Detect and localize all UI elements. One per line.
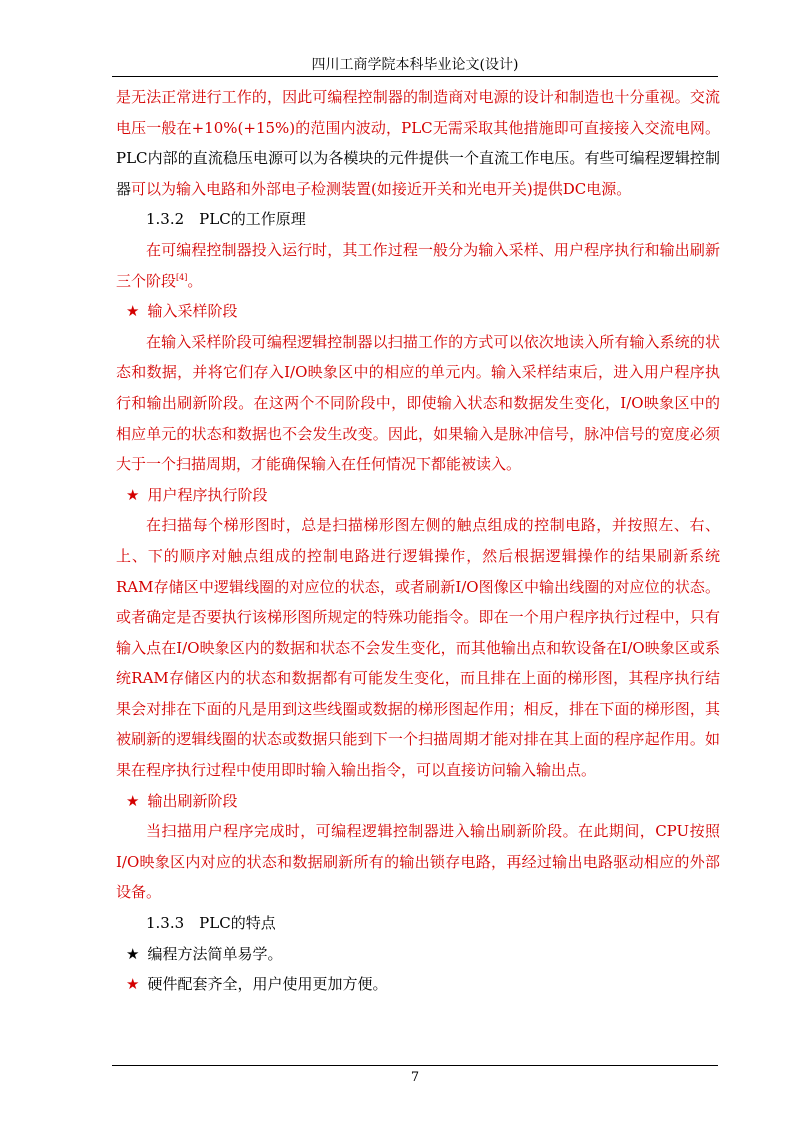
stage-title-output: 输出刷新阶段	[147, 791, 238, 810]
footer-rule	[112, 1065, 718, 1066]
section-heading-1-3-3: 1.3.3 PLC的特点	[146, 914, 276, 933]
working-process-text: 在可编程控制器投入运行时，其工作过程一般分为输入采样、用户程序执行和输出刷新三个阶段	[116, 240, 720, 290]
star-icon: ★	[126, 944, 140, 963]
document-body	[116, 82, 720, 1000]
paragraph-input-sampling: 在输入采样阶段可编程逻辑控制器以扫描工作的方式可以依次地读入所有输入系统的状态和数据，并将它们存入I/O映象区中的相应的单元内。输入采样结束后，进入用户程序执行和输出刷新阶段。在这两个不同阶段中，即使输入状态和数据发生变化，I/O映象区中的相应单元的状态和数据也不会发生改变。因此，如果输入是脉冲信号，脉冲信号的宽度必须大于一个扫描周期，才能确保输入在任何情况下都能被读入。	[116, 332, 720, 474]
citation-ref: [4]	[176, 272, 188, 282]
feature-text-hardware: 硬件配套齐全，用户使用更加方便。	[147, 975, 388, 994]
paragraph-program-execution: 在扫描每个梯形图时，总是扫描梯形图左侧的触点组成的控制电路，并按照左、右、上、下的顺序对触点组成的控制电路进行逻辑操作，然后根据逻辑操作的结果刷新系统RAM存储区中逻辑线圈的对应位的状态，或者刷新I/O图像区中输出线圈的对应位的状态。或者确定是否要执行该梯形图所规定的特殊功能指令。即在一个用户程序执行过程中，只有输入点在I/O映象区内的数据和状态不会发生变化，而其他输出点和软设备在I/O映象区或系统RAM存储区内的状态和数据都有可能发生变化，而且排在上面的梯形图，其程序执行结果会对排在下面的凡是用到这些线圈或数据的梯形图起作用；相反，排在下面的梯形图，其被刷新的逻辑线圈的状态或数据只能到下一个扫描周期才能对排在其上面的程序起作用。如果在程序执行过程中使用即时输入输出指令，可以直接访问输入输出点。	[116, 516, 720, 780]
stage-title-execute: 用户程序执行阶段	[147, 485, 268, 504]
page-number: 7	[410, 1070, 420, 1085]
star-icon: ★	[126, 791, 140, 810]
power-text-red-b: 可以为输入电路和外部电子检测装置(如接近开关和光电开关)提供DC电源。	[131, 179, 632, 198]
stage-title-input: 输入采样阶段	[147, 302, 238, 321]
power-text-black: PLC内部的直流稳压电源可以为各模块的元件提供一个直流工作电压。有些可编程逻辑控制器	[116, 149, 720, 198]
paragraph-working-process	[116, 235, 720, 296]
page-header: 四川工商学院本科毕业论文(设计)	[311, 57, 519, 73]
star-icon: ★	[126, 302, 140, 321]
header-rule	[112, 76, 718, 77]
power-text-red-a: 是无法正常进行工作的，因此可编程控制器的制造商对电源的设计和制造也十分重视。交流电压一般在+10%(+15%)的范围内波动，PLC无需采取其他措施即可直接接入交流电网。	[116, 88, 720, 137]
feature-text-programming: 编程方法简单易学。	[147, 944, 283, 963]
star-icon: ★	[126, 485, 140, 504]
working-process-end: 。	[187, 271, 203, 290]
paragraph-output-refresh: 当扫描用户程序完成时，可编程逻辑控制器进入输出刷新阶段。在此期间，CPU按照I/O映象区内对应的状态和数据刷新所有的输出锁存电路，再经过输出电路驱动相应的外部设备。	[116, 822, 720, 902]
feature-item-hardware	[116, 969, 720, 1000]
star-icon: ★	[126, 975, 140, 994]
stage-heading-execute	[116, 480, 720, 511]
stage-heading-input	[116, 296, 720, 327]
paragraph-power-supply	[116, 82, 720, 204]
section-heading-1-3-2: 1.3.2 PLC的工作原理	[146, 210, 306, 229]
stage-heading-output	[116, 786, 720, 817]
feature-item-programming	[116, 939, 720, 970]
